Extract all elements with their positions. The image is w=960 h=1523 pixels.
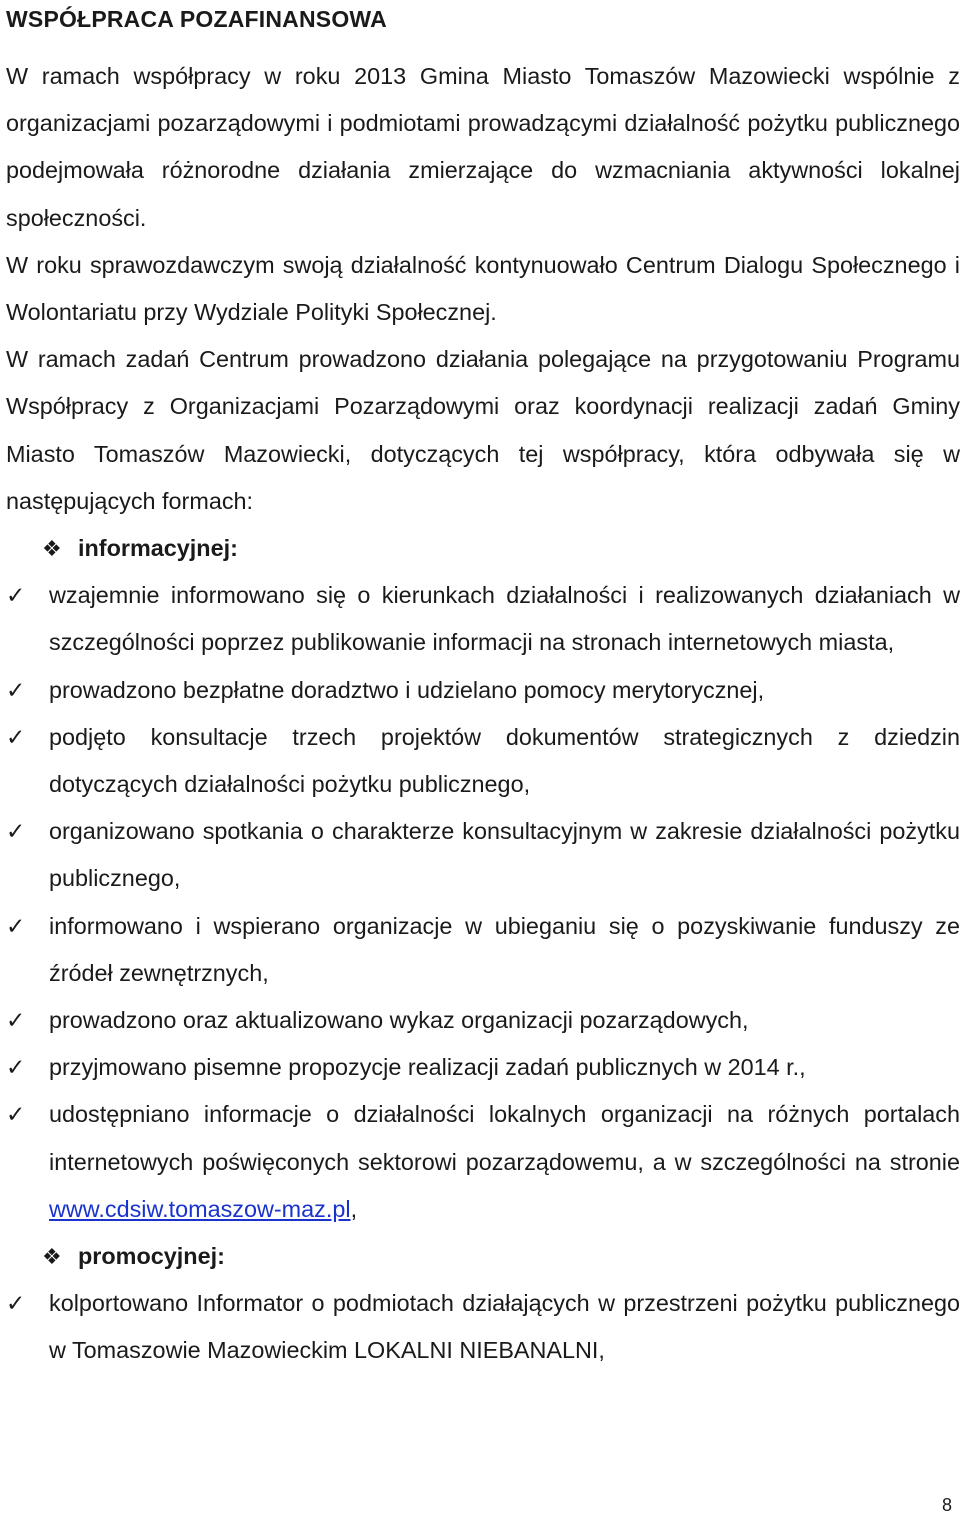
section-title-text: promocyjnej: [78, 1243, 225, 1270]
cdsiw-website-link[interactable]: www.cdsiw.tomaszow-maz.pl [49, 1195, 351, 1222]
list-item-text: udostępniano informacje o działalności lokalnych organizacji na różnych portalach internetowych poświęconych sektorowi pozarządowemu, a w szczególności na stronie [49, 1101, 960, 1175]
list-item-text: kolportowano Informator o podmiotach działających w przestrzeni pożytku publicznego w Tomaszowie Mazowieckim LOKALNI NIEBANALNI, [49, 1290, 960, 1364]
list-item [6, 572, 960, 666]
list-item [6, 1044, 960, 1091]
list-item-text: wzajemnie informowano się o kierunkach działalności i realizowanych działaniach w szczególności poprzez publikowanie informacji na stronach internetowych miasta, [49, 582, 960, 656]
list-item [6, 667, 960, 714]
list-item-text: organizowano spotkania o charakterze konsultacyjnym w zakresie działalności pożytku publicznego, [49, 818, 960, 892]
document-heading: WSPÓŁPRACA POZAFINANSOWA [6, 6, 387, 32]
document-page [6, 0, 960, 1375]
section-title-informacyjnej [6, 525, 960, 572]
list-item-text: podjęto konsultacje trzech projektów dokumentów strategicznych z dziedzin dotyczących działalności pożytku publicznego, [49, 723, 960, 798]
tasks-paragraph: W ramach zadań Centrum prowadzono działania polegające na przygotowaniu Programu Współpracy z Organizacjami Pozarządowymi oraz koordynacji realizacji zadań Gminy Miasto Tomaszów Mazowiecki, dotyczących tej współpracy, która odbywała się w następujących formach: [6, 346, 960, 514]
intro-paragraph: W ramach współpracy w roku 2013 Gmina Miasto Tomaszów Mazowiecki wspólnie z organizacjami pozarządowymi i podmiotami prowadzącymi działalność pożytku publicznego podejmowała różnorodne działania zmierzające do wzmacniania aktywności lokalnej społeczności. [6, 63, 960, 231]
page-number: 8 [941, 1495, 952, 1515]
list-item [6, 997, 960, 1044]
list-item [6, 714, 960, 808]
list-item-with-link [6, 1091, 960, 1233]
list-item-text-end: , [350, 1195, 358, 1222]
checkmark-icon: ✓ [6, 1290, 26, 1317]
four-diamond-bullet-icon: ❖ [42, 1244, 62, 1270]
section-title-text: informacyjnej: [78, 535, 238, 562]
list-item [6, 808, 960, 902]
list-item [6, 1280, 960, 1374]
checkmark-icon: ✓ [6, 818, 26, 845]
checkmark-icon: ✓ [6, 1101, 26, 1128]
list-item-text: prowadzono oraz aktualizowano wykaz organizacji pozarządowych, [49, 1007, 749, 1034]
centrum-paragraph: W roku sprawozdawczym swoją działalność kontynuowało Centrum Dialogu Społecznego i Wolontariatu przy Wydziale Polityki Społecznej. [6, 251, 960, 326]
list-item-text: informowano i wspierano organizacje w ubieganiu się o pozyskiwanie funduszy ze źródeł zewnętrznych, [49, 912, 960, 986]
checkmark-icon: ✓ [6, 723, 26, 750]
list-item [6, 903, 960, 997]
section-title-promocyjnej [6, 1233, 960, 1280]
list-item-text: przyjmowano pisemne propozycje realizacji zadań publicznych w 2014 r., [49, 1054, 806, 1081]
list-item-text: prowadzono bezpłatne doradztwo i udzielano pomocy merytorycznej, [49, 676, 765, 703]
four-diamond-bullet-icon: ❖ [42, 536, 62, 562]
checkmark-icon: ✓ [6, 1007, 26, 1034]
checkmark-icon: ✓ [6, 582, 26, 609]
checkmark-icon: ✓ [6, 1054, 26, 1081]
checkmark-icon: ✓ [6, 676, 26, 703]
checkmark-icon: ✓ [6, 912, 26, 939]
